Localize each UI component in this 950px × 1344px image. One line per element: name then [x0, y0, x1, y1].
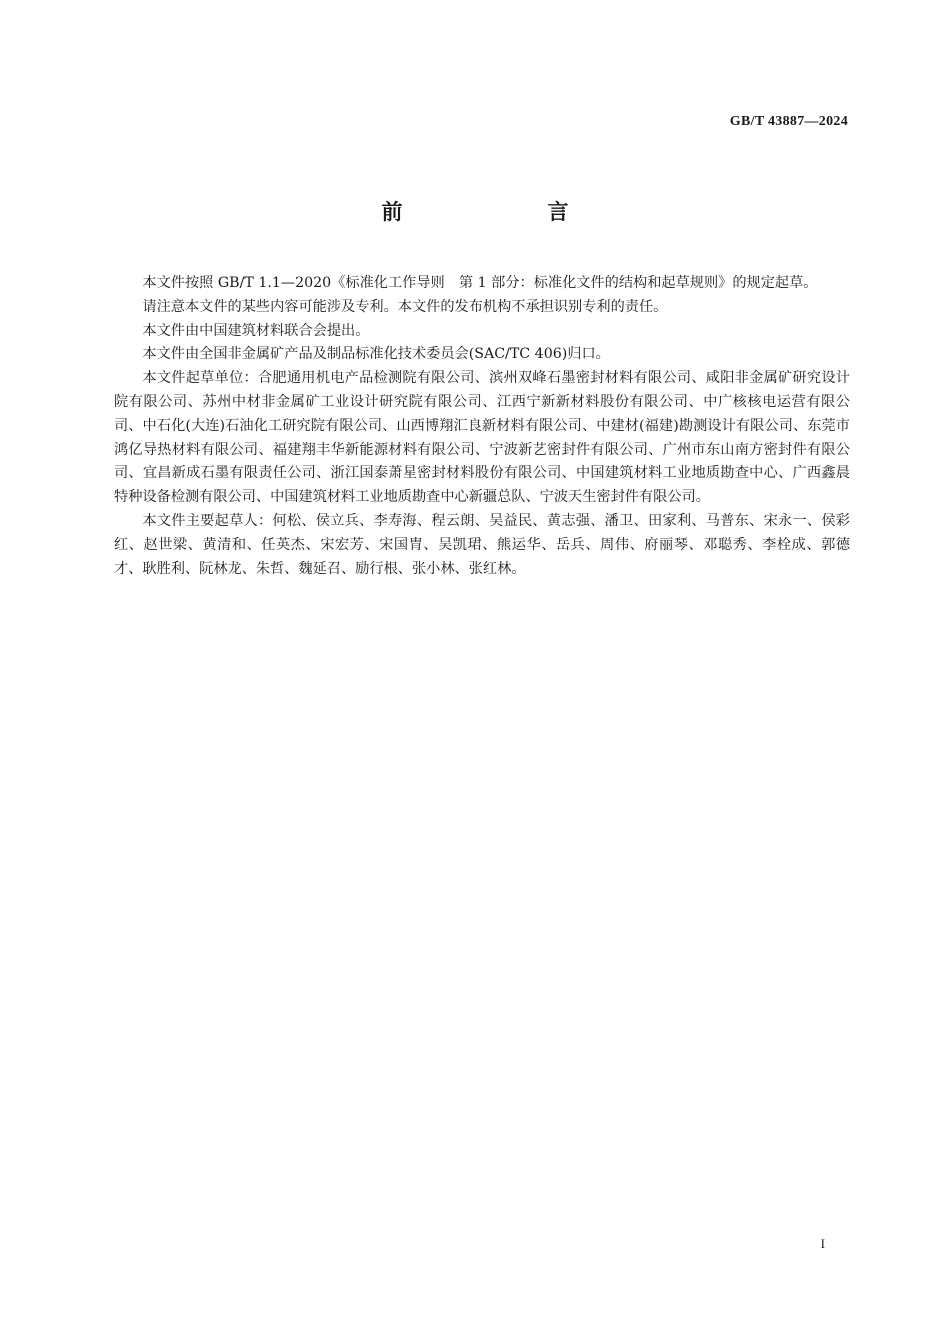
paragraph-patent-notice: 请注意本文件的某些内容可能涉及专利。本文件的发布机构不承担识别专利的责任。 [142, 298, 668, 315]
page-title: 前 言 [381, 200, 631, 224]
paragraph-drafting-rules: 本文件按照 GB/T 1.1—2020《标准化工作导则 第 1 部分：标准化文件的结构和起草规则》的规定起草。 [142, 275, 818, 291]
paragraph-drafting-units: 本文件起草单位：合肥通用机电产品检测院有限公司、滨州双峰石墨密封材料有限公司、咸阳非金属矿研究设计院有限公司、苏州中材非金属矿工业设计研究院有限公司、江西宁新新材料股份有限公司、中广核核电运营有限公司、中石化(大连)石油化工研究院有限公司、山西博翔汇良新材料有限公司、中建材(福建)勘测设计有限公司、东莞市鸿亿导热材料有限公司、福建翔丰华新能源材料有限公司、宁波新艺密封件有限公司、广州市东山南方密封件有限公司、宜昌新成石墨有限责任公司、浙江国泰萧星密封材料股份有限公司、中国建筑材料工业地质勘查中心、广西鑫晨特种设备检测有限公司、中国建筑材料工业地质勘查中心新疆总队、宁波天生密封件有限公司。 [114, 370, 850, 506]
paragraph-proposed-by: 本文件由中国建筑材料联合会提出。 [142, 322, 370, 339]
foreword-body [114, 272, 850, 581]
standard-code: GB/T 43887—2024 [729, 114, 848, 129]
paragraph-main-drafters: 本文件主要起草人：何松、侯立兵、李寿海、程云朗、吴益民、黄志强、潘卫、田家利、马普东、宋永一、侯彩红、赵世梁、黄清和、任英杰、宋宏芳、宋国胄、吴凯珺、熊运华、岳兵、周伟、府丽琴、邓聪秀、李栓成、郭德才、耿胜利、阮林龙、朱哲、魏延召、励行根、张小林、张红林。 [114, 512, 850, 577]
page-number: I [820, 1236, 825, 1251]
paragraph-centralized-by: 本文件由全国非金属矿产品及制品标准化技术委员会(SAC/TC 406)归口。 [142, 346, 610, 363]
